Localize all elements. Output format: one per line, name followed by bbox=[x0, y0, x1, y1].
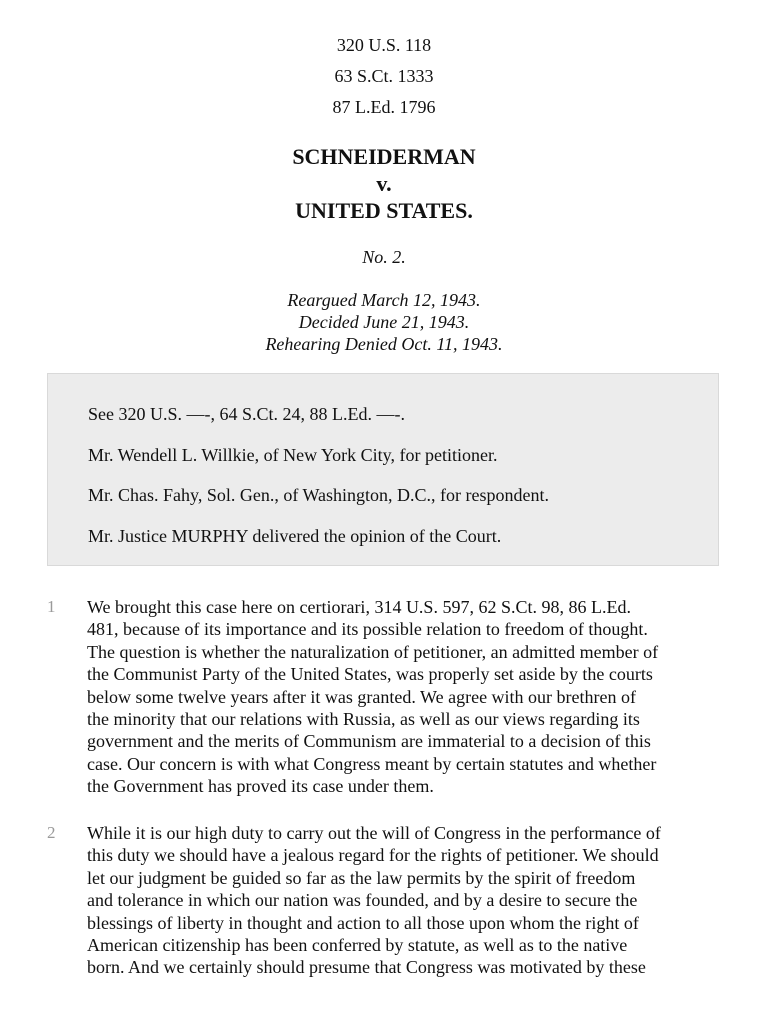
reargued-date: Reargued March 12, 1943. bbox=[287, 290, 481, 310]
case-title bbox=[0, 143, 768, 224]
paragraph-text bbox=[87, 822, 727, 979]
versus-label: v. bbox=[376, 171, 392, 196]
paragraph-line: the Government has proved its case under them. bbox=[87, 776, 434, 797]
see-also-citation: See 320 U.S. —-, 64 S.Ct. 24, 88 L.Ed. —-. bbox=[88, 404, 405, 424]
paragraph-line: While it is our high duty to carry out the will of Congress in the performance of bbox=[87, 823, 661, 843]
paragraph-line: this duty we should have a jealous regard for the rights of petitioner. We should bbox=[87, 845, 659, 866]
paragraph-line: We brought this case here on certiorari, 314 U.S. 597, 62 S.Ct. 98, 86 L.Ed. bbox=[87, 597, 631, 617]
paragraph-text bbox=[87, 596, 727, 798]
citation-us-reports: 320 U.S. 118 bbox=[336, 35, 432, 55]
case-citations bbox=[0, 34, 768, 127]
paragraph-line: born. And we certainly should presume that Congress was motivated by these bbox=[87, 957, 646, 978]
party-petitioner: SCHNEIDERMAN bbox=[292, 144, 476, 169]
party-respondent: UNITED STATES. bbox=[295, 198, 473, 223]
paragraph-line: American citizenship has been conferred by statute, as well as to the native bbox=[87, 935, 628, 956]
docket-number: No. 2. bbox=[362, 247, 406, 267]
paragraph-number: 2 bbox=[47, 823, 56, 842]
paragraph-number: 1 bbox=[47, 597, 56, 616]
paragraph-line: The question is whether the naturalization of petitioner, an admitted member of bbox=[87, 641, 659, 662]
paragraph-line: blessings of liberty in thought and action to all those upon whom the right of bbox=[87, 912, 639, 933]
petitioner-counsel: Mr. Wendell L. Willkie, of New York City, for petitioner. bbox=[88, 445, 498, 465]
paragraph-line: 481, because of its importance and its possible relation to freedom of thought. bbox=[87, 619, 648, 640]
paragraph-line: and tolerance in which our nation was founded, and by a desire to secure the bbox=[87, 890, 638, 911]
paragraph-line: government and the merits of Communism are immaterial to a decision of this bbox=[87, 731, 651, 752]
paragraph-line: the minority that our relations with Russia, as well as our views regarding its bbox=[87, 709, 640, 730]
paragraph-line: the Communist Party of the United States, was properly set aside by the courts bbox=[87, 664, 653, 685]
respondent-counsel: Mr. Chas. Fahy, Sol. Gen., of Washington, D.C., for respondent. bbox=[88, 485, 550, 505]
case-dates bbox=[0, 289, 768, 355]
paragraph-line: below some twelve years after it was granted. We agree with our brethren of bbox=[87, 686, 637, 707]
opinion-author: Mr. Justice MURPHY delivered the opinion of the Court. bbox=[88, 526, 502, 546]
citation-supreme-court-reporter: 63 S.Ct. 1333 bbox=[334, 66, 434, 86]
rehearing-date: Rehearing Denied Oct. 11, 1943. bbox=[265, 334, 503, 354]
citation-lawyers-edition: 87 L.Ed. 1796 bbox=[332, 97, 436, 117]
paragraph-line: let our judgment be guided so far as the law permits by the spirit of freedom bbox=[87, 867, 636, 888]
case-summary-box bbox=[47, 373, 719, 566]
paragraph-line: case. Our concern is with what Congress meant by certain statutes and whether bbox=[87, 753, 657, 774]
decided-date: Decided June 21, 1943. bbox=[298, 312, 470, 332]
